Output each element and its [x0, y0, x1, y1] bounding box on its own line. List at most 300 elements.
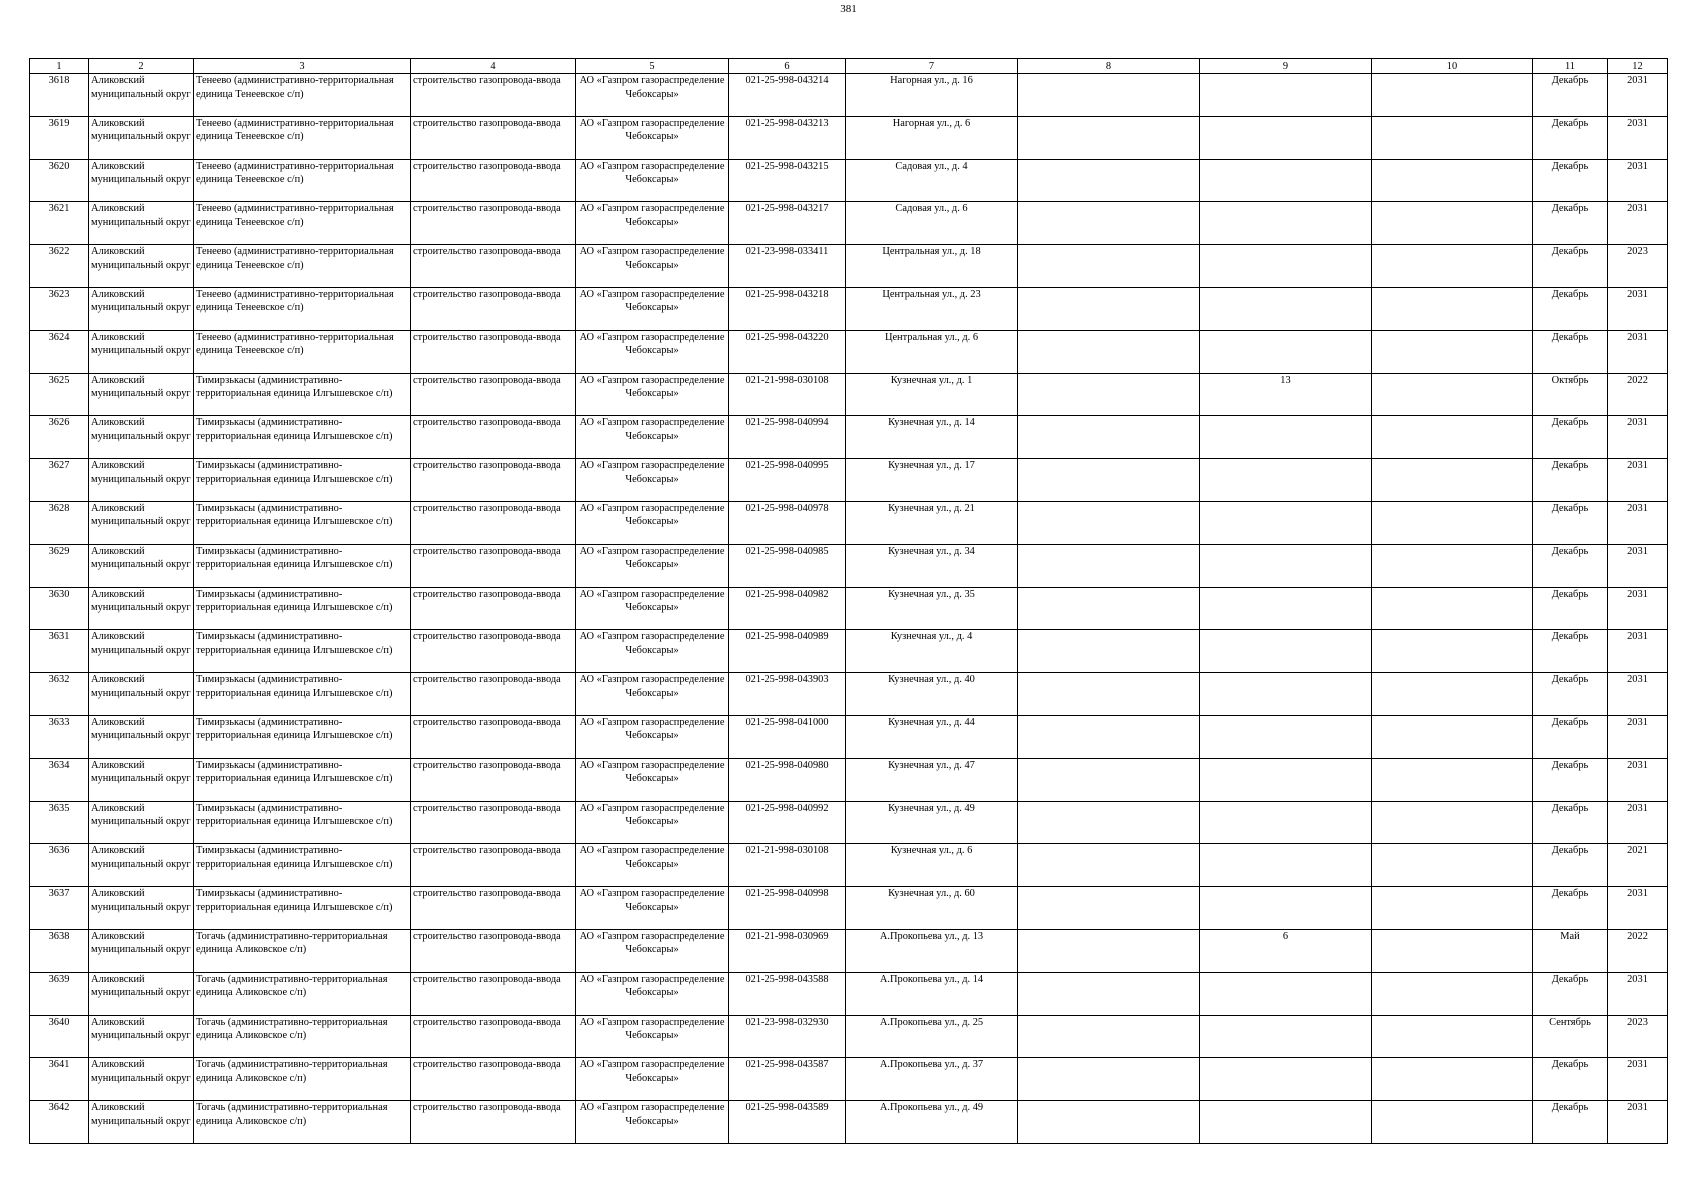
organization-cell-text: АО «Газпром газораспределение Чебоксары»	[579, 973, 725, 999]
year-cell	[1608, 630, 1668, 673]
column-8-cell-text	[1020, 202, 1197, 243]
column-9-cell-text	[1202, 716, 1369, 757]
column-10-cell-text	[1374, 459, 1530, 500]
year-cell-text: 2021	[1627, 845, 1648, 857]
district-cell-text: Аликовский муниципальный округ	[91, 246, 191, 271]
district-cell	[89, 544, 194, 587]
organization-cell	[576, 159, 729, 202]
organization-cell	[576, 501, 729, 544]
year-cell	[1608, 330, 1668, 373]
object-code-cell	[729, 74, 846, 117]
column-header: 2	[89, 59, 194, 74]
organization-cell-text: АО «Газпром газораспределение Чебоксары»	[579, 1016, 725, 1042]
row-number-cell-text: 3628	[48, 502, 70, 514]
district-cell-text: Аликовский муниципальный округ	[91, 545, 191, 571]
column-9-cell-text	[1202, 1016, 1369, 1057]
object-code-cell	[729, 159, 846, 202]
address-cell	[846, 74, 1018, 117]
address-cell-text: Кузнечная ул., д. 4	[890, 631, 973, 643]
address-cell	[846, 673, 1018, 716]
district-cell-text: Аликовский муниципальный округ	[91, 888, 191, 913]
column-9-cell	[1200, 1058, 1372, 1101]
year-cell-text: 2031	[1627, 75, 1648, 86]
row-number-cell	[30, 715, 89, 758]
month-cell	[1533, 758, 1608, 801]
address-cell-text: Кузнечная ул., д. 34	[888, 545, 975, 557]
object-code-cell-text: 021-25-998-043218	[745, 288, 829, 300]
organization-cell	[576, 758, 729, 801]
work-type-cell	[411, 459, 576, 502]
address-cell	[846, 459, 1018, 502]
organization-cell-text: АО «Газпром газораспределение Чебоксары»	[579, 588, 725, 614]
settlement-cell	[194, 587, 411, 630]
district-cell-text: Аликовский муниципальный округ	[91, 802, 191, 828]
month-cell-text: Октябрь	[1551, 374, 1589, 386]
settlement-cell-text: Тогачь (административно-территориальная единица Аликовское с/п)	[196, 930, 388, 956]
address-cell	[846, 287, 1018, 330]
district-cell-text: Аликовский муниципальный округ	[91, 160, 191, 186]
row-number-cell	[30, 330, 89, 373]
district-cell	[89, 673, 194, 716]
month-cell	[1533, 416, 1608, 459]
address-cell	[846, 630, 1018, 673]
settlement-cell-text: Тогачь (административно-территориальная единица Аликовское с/п)	[196, 1059, 388, 1084]
year-cell-text: 2031	[1627, 674, 1648, 686]
column-9-cell-text	[1202, 759, 1369, 800]
settlement-cell	[194, 630, 411, 673]
column-10-cell-text	[1374, 288, 1530, 329]
row-number-cell-text: 3641	[48, 1059, 70, 1071]
object-code-cell	[729, 1015, 846, 1058]
district-cell-text: Аликовский муниципальный округ	[91, 716, 191, 742]
object-code-cell-text: 021-23-998-032930	[745, 1016, 829, 1028]
year-cell-text: 2022	[1627, 930, 1648, 942]
district-cell-text: Аликовский муниципальный округ	[91, 75, 191, 100]
row-number-cell	[30, 887, 89, 930]
work-type-cell-text: строительство газопровода-ввода	[413, 888, 561, 900]
work-type-cell-text: строительство газопровода-ввода	[413, 331, 561, 343]
column-10-cell	[1372, 758, 1533, 801]
organization-cell-text: АО «Газпром газораспределение Чебоксары»	[579, 1102, 725, 1127]
address-cell	[846, 202, 1018, 245]
column-9-cell	[1200, 159, 1372, 202]
organization-cell	[576, 1015, 729, 1058]
table-row	[30, 416, 1668, 459]
table-row	[30, 715, 1668, 758]
organization-cell	[576, 416, 729, 459]
organization-cell	[576, 459, 729, 502]
address-cell-text: Центральная ул., д. 23	[882, 288, 981, 300]
work-type-cell-text: строительство газопровода-ввода	[413, 203, 561, 215]
row-number-cell-text: 3620	[48, 160, 70, 172]
organization-cell-text: АО «Газпром газораспределение Чебоксары»	[579, 802, 725, 828]
year-cell-text: 2031	[1627, 631, 1648, 643]
column-8-cell-text	[1020, 716, 1197, 757]
object-code-cell	[729, 1058, 846, 1101]
district-cell	[89, 715, 194, 758]
month-cell-text: Декабрь	[1551, 331, 1589, 343]
object-code-cell	[729, 1101, 846, 1144]
column-9-cell-text	[1202, 245, 1369, 286]
object-code-cell-text: 021-25-998-043220	[745, 331, 829, 343]
address-cell	[846, 373, 1018, 416]
work-type-cell	[411, 972, 576, 1015]
work-type-cell-text: строительство газопровода-ввода	[413, 1059, 561, 1071]
object-code-cell-text: 021-25-998-040980	[745, 759, 829, 771]
year-cell	[1608, 972, 1668, 1015]
row-number-cell-text: 3629	[48, 545, 70, 557]
organization-cell	[576, 673, 729, 716]
table-row	[30, 801, 1668, 844]
year-cell	[1608, 74, 1668, 117]
district-cell-text: Аликовский муниципальный округ	[91, 1059, 191, 1084]
district-cell-text: Аликовский муниципальный округ	[91, 1102, 191, 1127]
year-cell	[1608, 544, 1668, 587]
settlement-cell	[194, 416, 411, 459]
column-8-cell	[1018, 1101, 1200, 1144]
organization-cell	[576, 887, 729, 930]
month-cell	[1533, 844, 1608, 887]
year-cell-text: 2031	[1627, 888, 1648, 900]
column-10-cell	[1372, 929, 1533, 972]
organization-cell	[576, 202, 729, 245]
address-cell-text: Садовая ул., д. 4	[895, 160, 968, 172]
column-10-cell	[1372, 1101, 1533, 1144]
organization-cell	[576, 74, 729, 117]
work-type-cell	[411, 887, 576, 930]
row-number-cell-text: 3634	[48, 759, 70, 771]
row-number-cell-text: 3619	[48, 117, 70, 129]
row-number-cell	[30, 1058, 89, 1101]
month-cell	[1533, 801, 1608, 844]
object-code-cell-text: 021-25-998-040985	[745, 545, 829, 557]
month-cell	[1533, 202, 1608, 245]
work-type-cell-text: строительство газопровода-ввода	[413, 545, 561, 557]
month-cell-text: Декабрь	[1551, 845, 1589, 857]
row-number-cell-text: 3625	[48, 374, 70, 386]
district-cell-text: Аликовский муниципальный округ	[91, 417, 191, 442]
settlement-cell-text: Тимирзькасы (административно-территориальная единица Илгышевское с/п)	[196, 802, 393, 828]
table-row	[30, 74, 1668, 117]
register-body	[30, 74, 1668, 1144]
row-number-cell-text: 3626	[48, 417, 70, 429]
column-9-cell-text	[1202, 545, 1369, 586]
month-cell	[1533, 287, 1608, 330]
year-cell	[1608, 1015, 1668, 1058]
row-number-cell	[30, 116, 89, 159]
settlement-cell-text: Тенеево (административно-территориальная единица Тенеевское с/п)	[196, 75, 394, 100]
work-type-cell	[411, 245, 576, 288]
settlement-cell-text: Тогачь (административно-территориальная единица Аликовское с/п)	[196, 1016, 388, 1042]
column-8-cell-text	[1020, 160, 1197, 201]
column-8-cell	[1018, 202, 1200, 245]
object-code-cell	[729, 287, 846, 330]
column-10-cell-text	[1374, 588, 1530, 629]
table-row	[30, 630, 1668, 673]
row-number-cell-text: 3624	[48, 331, 70, 343]
month-cell-text: Декабрь	[1551, 417, 1589, 429]
column-8-cell-text	[1020, 673, 1197, 714]
column-8-cell-text	[1020, 588, 1197, 629]
object-code-cell-text: 021-21-998-030108	[745, 374, 829, 386]
settlement-cell-text: Тимирзькасы (административно-территориальная единица Илгышевское с/п)	[196, 716, 393, 742]
settlement-cell	[194, 1015, 411, 1058]
column-9-cell-text	[1202, 630, 1369, 671]
row-number-cell	[30, 501, 89, 544]
settlement-cell	[194, 844, 411, 887]
address-cell-text: А.Прокопьева ул., д. 37	[879, 1059, 984, 1071]
row-number-cell	[30, 74, 89, 117]
organization-cell	[576, 1101, 729, 1144]
column-10-cell	[1372, 1015, 1533, 1058]
work-type-cell	[411, 501, 576, 544]
settlement-cell	[194, 1058, 411, 1101]
organization-cell-text: АО «Газпром газораспределение Чебоксары»	[579, 374, 725, 400]
column-10-cell-text	[1374, 630, 1530, 671]
column-10-cell-text	[1374, 844, 1530, 885]
object-code-cell	[729, 245, 846, 288]
column-9-cell	[1200, 116, 1372, 159]
column-9-cell-text	[1202, 117, 1369, 158]
work-type-cell-text: строительство газопровода-ввода	[413, 117, 561, 129]
month-cell	[1533, 116, 1608, 159]
district-cell	[89, 887, 194, 930]
column-8-cell	[1018, 159, 1200, 202]
column-8-cell-text	[1020, 245, 1197, 286]
column-9-cell	[1200, 287, 1372, 330]
column-8-cell	[1018, 245, 1200, 288]
work-type-cell-text: строительство газопровода-ввода	[413, 502, 561, 514]
settlement-cell-text: Тимирзькасы (административно-территориальная единица Илгышевское с/п)	[196, 674, 393, 699]
column-10-cell	[1372, 74, 1533, 117]
column-9-cell	[1200, 758, 1372, 801]
row-number-cell	[30, 202, 89, 245]
district-cell	[89, 373, 194, 416]
column-9-cell-text	[1202, 288, 1369, 329]
district-cell-text: Аликовский муниципальный округ	[91, 288, 191, 314]
table-row	[30, 459, 1668, 502]
gas-pipeline-register-table	[29, 58, 1668, 1144]
column-9-cell	[1200, 416, 1372, 459]
year-cell-text: 2031	[1627, 716, 1648, 728]
column-10-cell-text	[1374, 802, 1530, 843]
object-code-cell	[729, 330, 846, 373]
month-cell	[1533, 715, 1608, 758]
settlement-cell-text: Тимирзькасы (административно-территориальная единица Илгышевское с/п)	[196, 759, 393, 785]
object-code-cell	[729, 972, 846, 1015]
column-10-cell-text	[1374, 1101, 1530, 1142]
row-number-cell	[30, 373, 89, 416]
month-cell-text: Декабрь	[1551, 75, 1589, 86]
table-row	[30, 1058, 1668, 1101]
month-cell	[1533, 330, 1608, 373]
row-number-cell	[30, 801, 89, 844]
object-code-cell-text: 021-25-998-043589	[745, 1102, 829, 1114]
column-10-cell	[1372, 844, 1533, 887]
column-8-cell-text	[1020, 117, 1197, 158]
month-cell-text: Декабрь	[1551, 588, 1589, 600]
row-number-cell	[30, 929, 89, 972]
month-cell-text: Декабрь	[1551, 674, 1589, 686]
work-type-cell-text: строительство газопровода-ввода	[413, 588, 561, 600]
year-cell-text: 2031	[1627, 417, 1648, 429]
column-10-cell-text	[1374, 1058, 1530, 1099]
row-number-cell-text: 3638	[48, 930, 70, 942]
column-8-cell	[1018, 416, 1200, 459]
column-9-cell-text	[1202, 502, 1369, 543]
organization-cell	[576, 373, 729, 416]
month-cell-text: Декабрь	[1551, 1102, 1589, 1114]
year-cell	[1608, 1058, 1668, 1101]
month-cell	[1533, 1101, 1608, 1144]
district-cell-text: Аликовский муниципальный округ	[91, 502, 191, 528]
column-10-cell-text	[1374, 202, 1530, 243]
work-type-cell	[411, 1101, 576, 1144]
column-10-cell-text	[1374, 74, 1530, 115]
address-cell-text: А.Прокопьева ул., д. 14	[879, 973, 984, 985]
object-code-cell-text: 021-25-998-043587	[745, 1059, 829, 1071]
column-8-cell	[1018, 715, 1200, 758]
district-cell	[89, 1058, 194, 1101]
column-10-cell	[1372, 373, 1533, 416]
object-code-cell-text: 021-25-998-040992	[745, 802, 829, 814]
object-code-cell-text: 021-23-998-033411	[745, 246, 829, 258]
settlement-cell	[194, 758, 411, 801]
work-type-cell-text: строительство газопровода-ввода	[413, 802, 561, 814]
organization-cell	[576, 1058, 729, 1101]
year-cell-text: 2031	[1627, 203, 1648, 215]
address-cell-text: Кузнечная ул., д. 35	[888, 588, 975, 600]
column-10-cell	[1372, 202, 1533, 245]
address-cell-text: Кузнечная ул., д. 21	[888, 502, 975, 514]
object-code-cell-text: 021-25-998-043215	[745, 160, 829, 172]
month-cell	[1533, 1058, 1608, 1101]
district-cell-text: Аликовский муниципальный округ	[91, 845, 191, 870]
district-cell	[89, 116, 194, 159]
month-cell	[1533, 887, 1608, 930]
column-8-cell-text	[1020, 973, 1197, 1014]
district-cell-text: Аликовский муниципальный округ	[91, 460, 191, 485]
month-cell	[1533, 245, 1608, 288]
year-cell-text: 2031	[1627, 288, 1648, 300]
address-cell	[846, 416, 1018, 459]
year-cell	[1608, 801, 1668, 844]
year-cell	[1608, 587, 1668, 630]
year-cell	[1608, 887, 1668, 930]
column-10-cell-text	[1374, 374, 1530, 415]
object-code-cell-text: 021-25-998-041000	[745, 716, 829, 728]
table-row	[30, 1015, 1668, 1058]
organization-cell-text: АО «Газпром газораспределение Чебоксары»	[579, 1059, 725, 1084]
object-code-cell-text: 021-25-998-043588	[745, 973, 829, 985]
row-number-cell-text: 3618	[48, 75, 70, 86]
column-10-cell	[1372, 116, 1533, 159]
column-10-cell	[1372, 630, 1533, 673]
month-cell	[1533, 673, 1608, 716]
year-cell-text: 2031	[1627, 545, 1648, 557]
column-8-cell-text	[1020, 74, 1197, 115]
column-10-cell-text	[1374, 160, 1530, 201]
address-cell-text: Кузнечная ул., д. 17	[888, 460, 975, 472]
settlement-cell	[194, 459, 411, 502]
work-type-cell	[411, 1015, 576, 1058]
column-header: 3	[194, 59, 411, 74]
row-number-cell	[30, 287, 89, 330]
table-row	[30, 330, 1668, 373]
settlement-cell-text: Тимирзькасы (административно-территориальная единица Илгышевское с/п)	[196, 631, 393, 656]
month-cell-text: Декабрь	[1551, 759, 1589, 771]
district-cell	[89, 245, 194, 288]
column-10-cell-text	[1374, 930, 1530, 971]
column-8-cell-text	[1020, 759, 1197, 800]
settlement-cell-text: Тимирзькасы (административно-территориальная единица Илгышевское с/п)	[196, 845, 393, 870]
district-cell-text: Аликовский муниципальный округ	[91, 674, 191, 699]
month-cell-text: Декабрь	[1551, 802, 1589, 814]
table-row	[30, 929, 1668, 972]
column-8-cell	[1018, 459, 1200, 502]
work-type-cell	[411, 544, 576, 587]
row-number-cell	[30, 758, 89, 801]
district-cell	[89, 630, 194, 673]
column-8-cell	[1018, 116, 1200, 159]
column-10-cell	[1372, 287, 1533, 330]
district-cell-text: Аликовский муниципальный округ	[91, 117, 191, 143]
address-cell	[846, 1101, 1018, 1144]
table-row	[30, 587, 1668, 630]
organization-cell	[576, 116, 729, 159]
year-cell	[1608, 758, 1668, 801]
work-type-cell-text: строительство газопровода-ввода	[413, 716, 561, 728]
object-code-cell	[729, 630, 846, 673]
column-9-cell-text: 13	[1280, 374, 1291, 386]
object-code-cell	[729, 929, 846, 972]
year-cell	[1608, 501, 1668, 544]
address-cell-text: Центральная ул., д. 6	[884, 331, 979, 343]
year-cell-text: 2031	[1627, 117, 1648, 129]
address-cell	[846, 929, 1018, 972]
column-9-cell-text	[1202, 973, 1369, 1014]
row-number-cell	[30, 844, 89, 887]
object-code-cell-text: 021-25-998-040998	[745, 888, 829, 900]
settlement-cell	[194, 159, 411, 202]
year-cell	[1608, 159, 1668, 202]
address-cell	[846, 887, 1018, 930]
column-10-cell-text	[1374, 716, 1530, 757]
column-number-header-row	[30, 59, 1668, 74]
column-10-cell-text	[1374, 973, 1530, 1014]
column-8-cell	[1018, 758, 1200, 801]
organization-cell-text: АО «Газпром газораспределение Чебоксары»	[579, 930, 725, 956]
column-9-cell	[1200, 972, 1372, 1015]
month-cell-text: Декабрь	[1551, 246, 1589, 258]
object-code-cell-text: 021-25-998-043214	[745, 75, 829, 86]
column-8-cell-text	[1020, 331, 1197, 372]
column-10-cell	[1372, 1058, 1533, 1101]
address-cell-text: Кузнечная ул., д. 47	[888, 759, 975, 771]
object-code-cell-text: 021-25-998-043217	[745, 203, 829, 215]
column-10-cell	[1372, 330, 1533, 373]
row-number-cell	[30, 1015, 89, 1058]
organization-cell-text: АО «Газпром газораспределение Чебоксары»	[579, 288, 725, 314]
work-type-cell-text: строительство газопровода-ввода	[413, 759, 561, 771]
settlement-cell-text: Тенеево (административно-территориальная единица Тенеевское с/п)	[196, 117, 394, 143]
district-cell	[89, 844, 194, 887]
work-type-cell	[411, 758, 576, 801]
table-row	[30, 287, 1668, 330]
work-type-cell-text: строительство газопровода-ввода	[413, 631, 561, 643]
address-cell	[846, 501, 1018, 544]
month-cell	[1533, 459, 1608, 502]
